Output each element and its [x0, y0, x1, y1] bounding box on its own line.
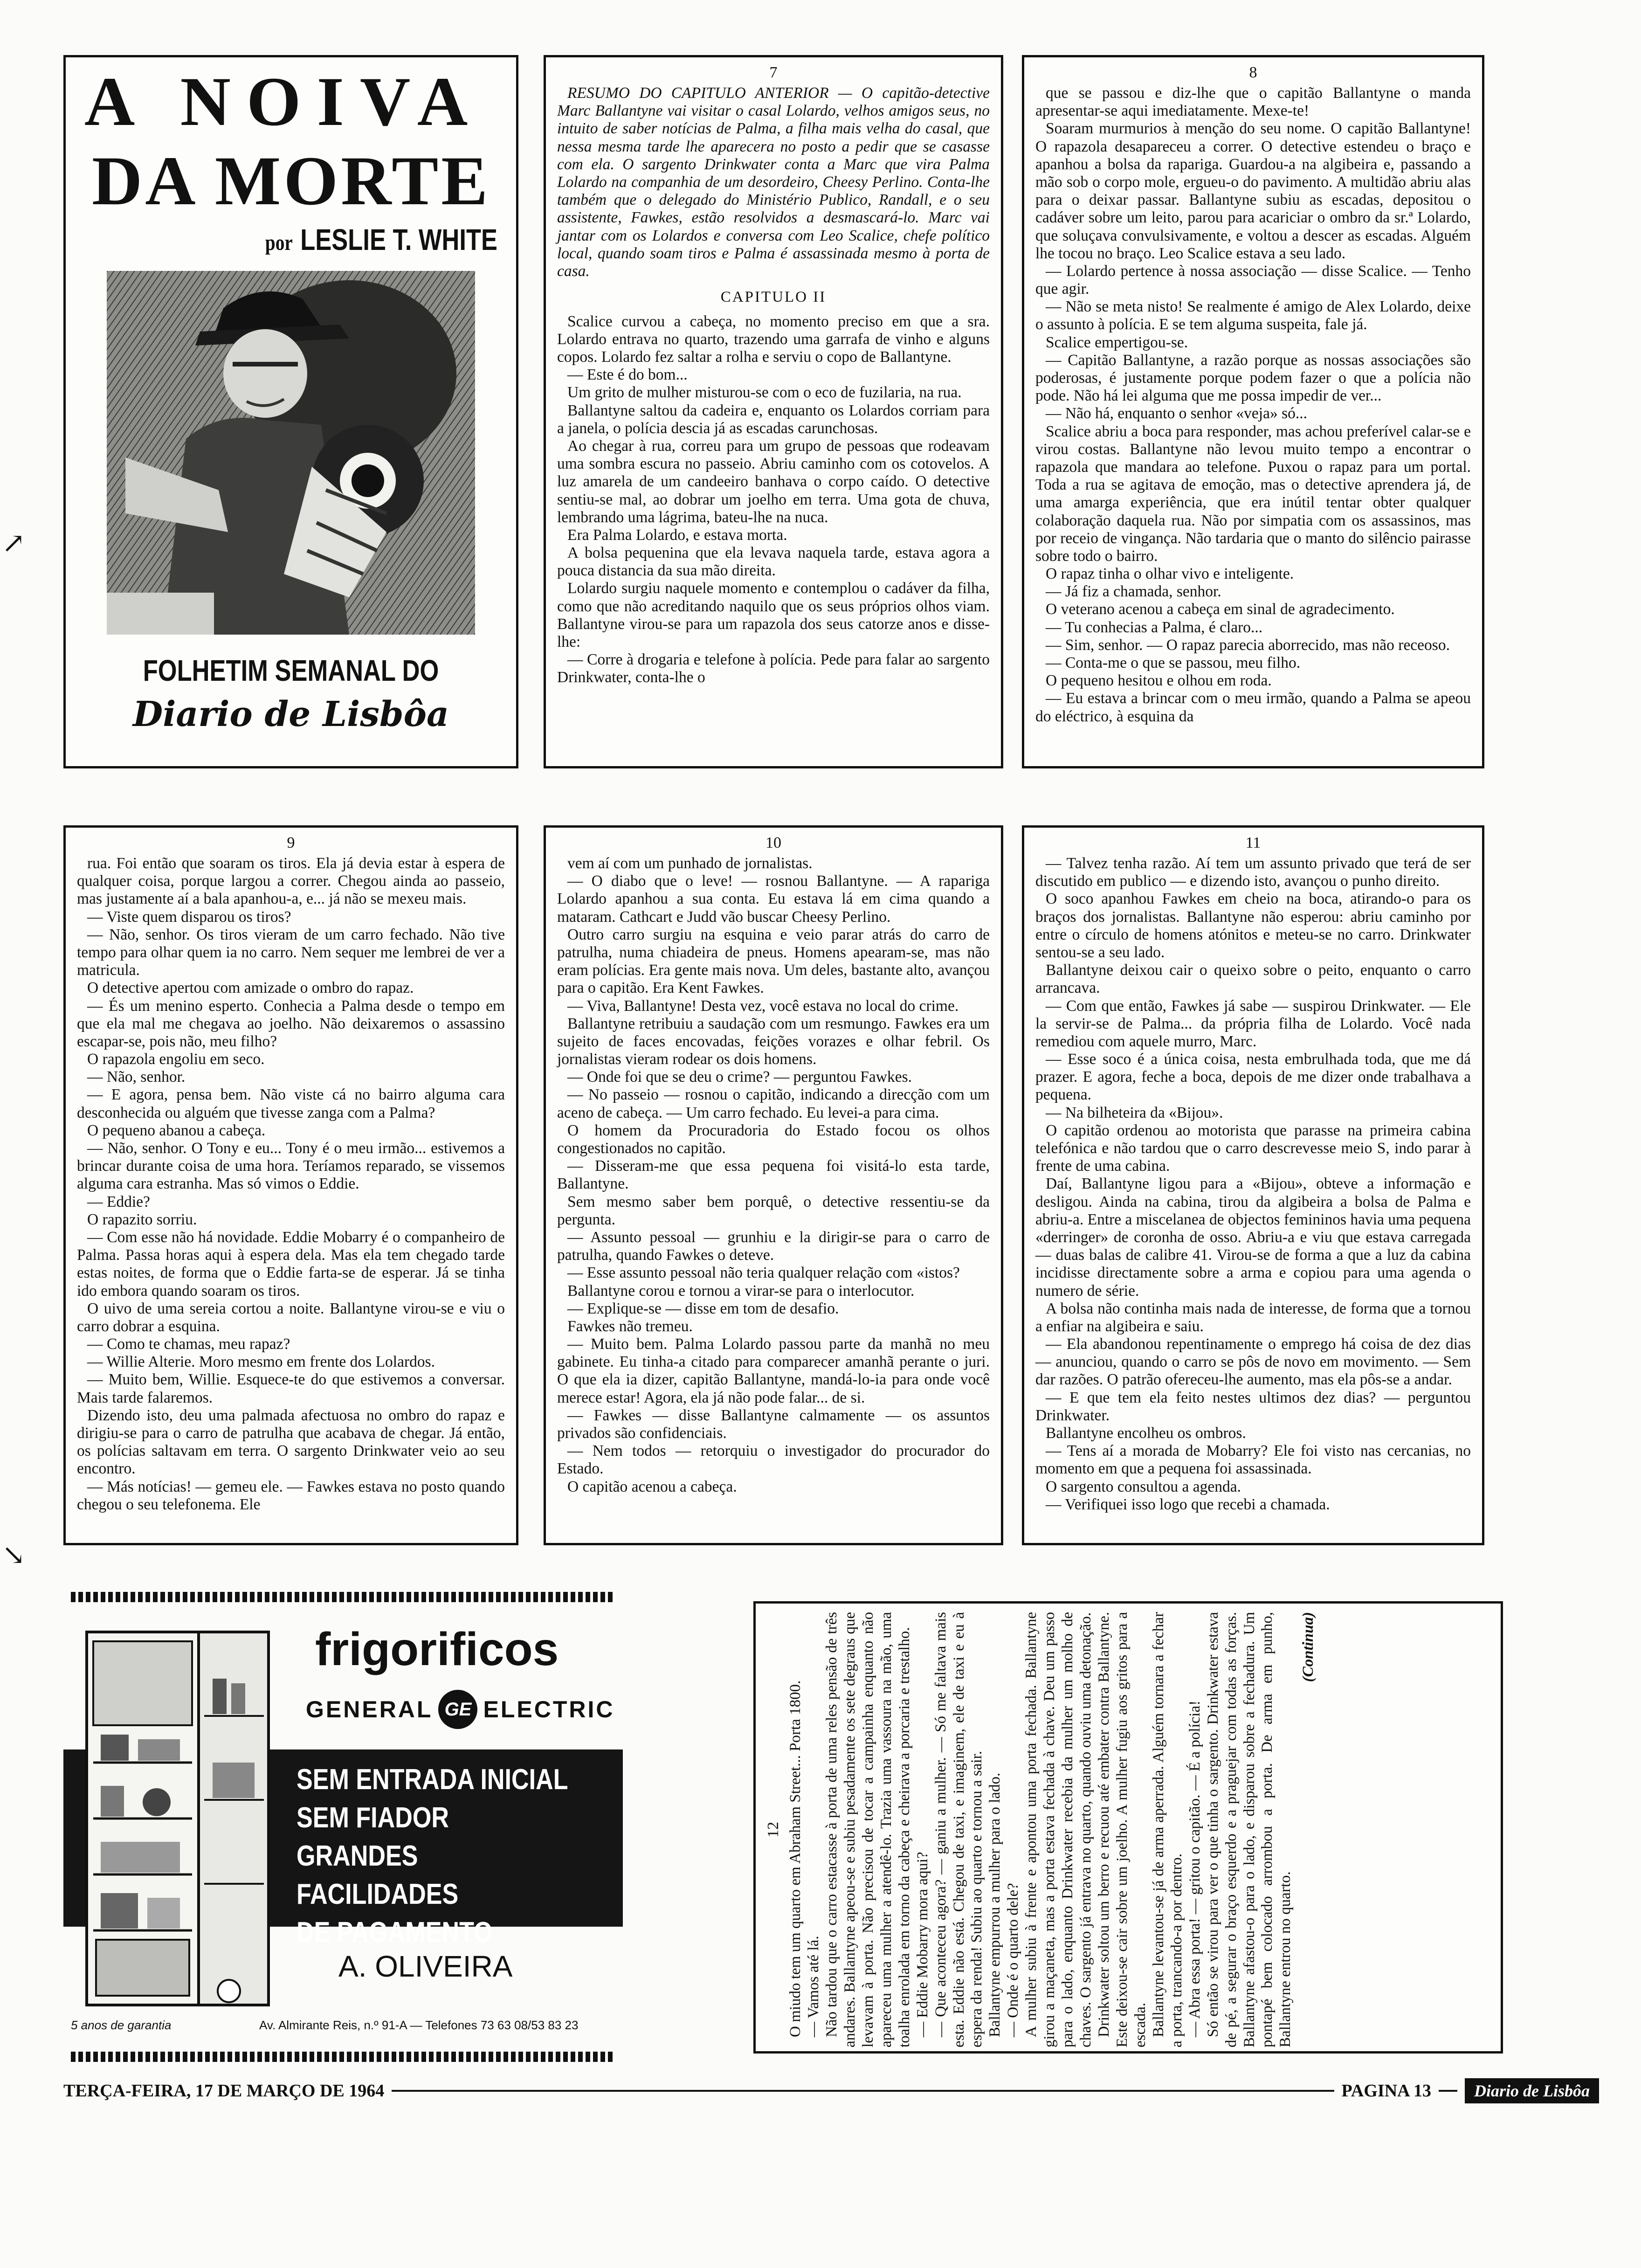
paragraph: — Onde é o quarto dele?	[1005, 1883, 1022, 2037]
story-column-7	[544, 55, 1003, 768]
paragraph: — Explique-se — disse em tom de desafio.	[567, 1300, 839, 1317]
paragraph: — Assunto pessoal — grunhiu e la dirigir-se para o carro de patrulha, quando Fawkes o deteve.	[557, 1228, 990, 1264]
paragraph: Ballantyne levantou-se já de arma aperrada. Alguém tornara a fechar a porta, trancando-a por dentro.	[1150, 1612, 1185, 2047]
feature-title-panel	[63, 55, 518, 768]
paragraph: Outro carro surgiu na esquina e veio parar atrás do carro de patrulha, numa chiadeira de pneus. Homens apearam-se, mas não eram polícias. Era gente mais nova. Um deles, bastante alto, avançou para o capitão. Era Kent Fawkes.	[557, 926, 990, 997]
paragraph: — O diabo que o leve! — rosnou Ballantyne. — A rapariga Lolardo apanhou a sua conta. Eu estava lá em cima quando a mataram. Cathcart e Judd vão buscar Cheesy Perlino.	[557, 872, 990, 926]
paragraph: Scalice curvou a cabeça, no momento preciso em que a sra. Lolardo entrava no quarto, trazendo uma garrafa de vinho e alguns copos. Lolardo fez saltar a rolha e serviu o copo de Ballantyne.	[557, 312, 990, 366]
paragraph: — Com esse não há novidade. Eddie Mobarry é o companheiro de Palma. Passa horas aqui à espera dela. Mas ela tem chegado tarde estas noites, de forma que o Eddie farta-se de esperar. Já se tinha ido embora quando soaram os tiros.	[77, 1228, 505, 1300]
paragraph: Um grito de mulher misturou-se com o eco de fuzilaria, na rua.	[567, 384, 962, 401]
paragraph: — Com que então, Fawkes já sabe — suspirou Drinkwater. — Ele la servir-se de Palma... da própria filha de Lolardo. Você nada remediou com aquele murro, Marc.	[1035, 997, 1471, 1050]
paragraph: — Tens aí a morada de Mobarry? Ele foi visto nas cercanias, no momento em que a pequena foi assassinada.	[1035, 1442, 1471, 1478]
paragraph: — Esse soco é a única coisa, nesta embrulhada toda, que me dá prazer. E agora, feche a boca, depois de me dizer onde trabalhava a pequena.	[1035, 1051, 1471, 1104]
paragraph: O uivo de uma sereia cortou a noite. Ballantyne virou-se e viu o carro dobrar a esquina.	[77, 1300, 505, 1335]
continua-note: (Continua)	[1300, 1612, 1317, 1682]
newspaper-masthead: Diario de Lisbôa	[133, 694, 449, 734]
print-mark: ↘	[2, 1539, 26, 1571]
paragraph: — Não se meta nisto! Se realmente é amigo de Alex Lolardo, deixe o assunto à polícia. E se tem alguma suspeita, fale já.	[1035, 298, 1471, 333]
offer-line-3: GRANDES FACILIDADES	[296, 1840, 459, 1910]
ad-offer	[296, 1761, 571, 1952]
ad-top-border	[71, 1592, 615, 1602]
paragraph: — Que aconteceu agora? — ganiu a mulher. — Só me faltava mais esta. Eddie não está. Chegou de taxi, e imaginem, ele de taxi e eu à espera da renda! Subiu ao quarto e tornou a sair.	[932, 1612, 986, 2047]
paragraph: — Conta-me o que se passou, meu filho.	[1046, 654, 1301, 671]
ad-address: Av. Almirante Reis, n.º 91-A — Telefones 73 63 08/53 83 23	[259, 2018, 579, 2032]
ad-company	[306, 1690, 614, 1729]
paragraph: Ballantyne saltou da cadeira e, enquanto os Lolardos corriam para a janela, o polícia descia já as escadas carunchosas.	[557, 401, 990, 437]
paragraph: — Não, senhor.	[87, 1068, 186, 1086]
paragraph: — Muito bem. Palma Lolardo passou parte da manhã no meu gabinete. Eu tinha-a citado para comparecer amanhã perante o juri. O que ela ia dizer, capitão Ballantyne, mandá-lo-ia para onde você merece estar! Agora, ela já não pode falar... de si.	[557, 1335, 990, 1406]
paragraph: O sargento consultou a agenda.	[1046, 1478, 1241, 1495]
paragraph: A bolsa pequenina que ela levava naquela tarde, estava agora a pouca distancia da sua mão direita.	[557, 544, 990, 580]
paragraph: A bolsa não continha mais nada de interesse, de forma que a tornou a enfiar na algibeira e saiu.	[1035, 1300, 1471, 1335]
paragraph: A mulher subiu à frente e apontou uma porta fechada. Ballantyne girou a maçaneta, mas a porta estava fechada à chave. Deu um passo para o lado, enquanto Drinkwater recebia da mulher um molho de chaves. O sargento já entrava no quarto, quando ouviu uma detonação.	[1023, 1612, 1095, 2047]
ad-dealer: A. OLIVEIRA	[338, 1950, 513, 1983]
ge-logo-icon: GE	[438, 1690, 477, 1729]
paragraph: Scalice abriu a boca para responder, mas achou preferível calar-se e virou costas. Ballantyne não levou muito tempo a encontrar o rapazola que mandara ao telefone. Puxou o rapaz para um portal. Toda a rua se agitava de emoção, mas o detective aprendera já, de uma amarga experiência, que era inútil tentar obter qualquer colaboração daquela rua. Não por simpatia com os assassinos, mas por receio de vingança. Não tardaria que o manto do silêncio pairasse sobre todo o bairro.	[1035, 422, 1471, 565]
paragraph: Drinkwater soltou um berro e recuou até embater contra Ballantyne. Este deixou-se cair sobre um joelho. A mulher fugiu aos gritos para a escada.	[1096, 1612, 1149, 2047]
story-column-12	[753, 1601, 1503, 2054]
paragraph: O veterano acenou a cabeça em sinal de agradecimento.	[1046, 601, 1395, 618]
footer-page-number: PAGINA 13	[1341, 2081, 1431, 2101]
paragraph: — Talvez tenha razão. Aí tem um assunto privado que terá de ser discutido em publico — e dizendo isto, avançou o punho direito.	[1035, 855, 1471, 890]
paragraph: — Tu conhecias a Palma, é claro...	[1046, 618, 1263, 636]
paragraph: O pequeno abanou a cabeça.	[87, 1121, 266, 1139]
refrigerator-illustration	[82, 1623, 278, 2014]
company-left-word: GENERAL	[306, 1696, 433, 1722]
paragraph: — Vamos até lá.	[805, 1936, 822, 2037]
paragraph: — Onde foi que se deu o crime? — perguntou Fawkes.	[567, 1068, 912, 1086]
paragraph: — E agora, pensa bem. Não viste cá no bairro alguma cara desconhecida ou alguém que tivesse zanga com a Palma?	[77, 1086, 505, 1121]
paragraph: — Verifiquei isso logo que recebi a chamada.	[1046, 1495, 1330, 1513]
paragraph: — Viste quem disparou os tiros?	[87, 908, 291, 926]
byline-prefix: por	[265, 230, 293, 255]
paragraph: O homem da Procuradoria do Estado focou os olhos congestionados no capitão.	[557, 1121, 990, 1157]
ge-refrigerator-ad	[63, 1592, 623, 2081]
footer-rule	[392, 2090, 1334, 2092]
paragraph: — Este é do bom...	[567, 366, 688, 384]
paragraph: Não tardou que o carro estacasse à porta de uma reles pensão de três andares. Ballantyne apeou-se e subiu pesadamente os sete degraus que levavam à porta. Não precisou de tocar a campainha enquanto não apareceu uma mulher a atendê-lo. Trazia uma vassoura na mão, uma toalha enrolada em torno da cabeça e cheirava a porcaria e trestalho.	[823, 1612, 913, 2047]
ad-guarantee: 5 anos de garantia	[71, 2018, 172, 2032]
rotated-column-content	[764, 1612, 1491, 2047]
paragraph: O miudo tem um quarto em Abraham Street... Porta 1800.	[787, 1680, 804, 2037]
paragraph: Dizendo isto, deu uma palmada afectuosa no ombro do rapaz e dirigiu-se para o carro de patrulha que acabava de chegar. Já então, os polícias saltavam em terra. O sargento Drinkwater veio ao seu encontro.	[77, 1406, 505, 1478]
print-mark: ↗	[2, 527, 26, 560]
story-column-8	[1022, 55, 1484, 768]
paragraph: Daí, Ballantyne ligou para a «Bijou», obteve a informação e desligou. Ainda na cabina, tirou da algibeira a bolsa de Palma e abriu-a. Entre a miscelanea de objectos femininos havia uma pequena «derringer» de coronha de osso. Abriu-a e viu que estava carregada — duas balas de calibre 41. Virou-se de forma a que a luz da cabina incidisse directamente sobre a arma e copiou para uma agenda o numero de série.	[1035, 1175, 1471, 1300]
folhetim-label: FOLHETIM SEMANAL DO	[143, 654, 439, 687]
paragraph: rua. Foi então que soaram os tiros. Ela já devia estar à espera de qualquer coisa, porque largou a correr. Chegou ainda ao passeio, mas justamente aí a bala apanhou-a, e... já não se mexeu mais.	[77, 855, 505, 908]
author-byline	[144, 222, 497, 257]
paragraph: Ballantyne corou e tornou a virar-se para o interlocutor.	[567, 1282, 915, 1300]
column-number: 10	[765, 834, 781, 851]
paragraph: — Ela abandonou repentinamente o emprego há coisa de dez dias — anunciou, quando o carro se pôs de novo em movimento. — Sem dar razões. O patrão ofereceu-lhe aumento, mas ela pôs-se a andar.	[1035, 1335, 1471, 1389]
paragraph: Ao chegar à rua, correu para um grupo de pessoas que rodeavam uma sombra escura no passeio. Abriu caminho com os cotovelos. A luz amarela de um candeeiro banhava o corpo caído. O detective sentiu-se mal, ao dobrar um joelho em terra. Uma gota de chuva, lembrando uma lágrima, bateu-lhe na nuca.	[557, 437, 990, 526]
story-column-9	[63, 825, 518, 1545]
paragraph: que se passou e diz-lhe que o capitão Ballantyne o manda apresentar-se aqui imediatamente. Mexe-te!	[1035, 84, 1471, 120]
paragraph: Lolardo surgiu naquele momento e contemplou o cadáver da filha, como que não acreditando naquilo que os seus próprios olhos viam. Ballantyne virou-se para um rapazola dos seus catorze anos e disse-lhe:	[557, 580, 990, 651]
story-column-10	[544, 825, 1003, 1545]
footer-rule	[1439, 2090, 1457, 2092]
paragraph: — Disseram-me que essa pequena foi visitá-lo esta tarde, Ballantyne.	[557, 1157, 990, 1193]
paragraph: vem aí com um punhado de jornalistas.	[567, 855, 813, 872]
paragraph: Scalice empertigou-se.	[1046, 333, 1188, 351]
paragraph: Só então se virou para ver o que tinha o sargento. Drinkwater estava de pé, a segurar o braço esquerdo e a praguejar com todas as forças. Ballantyne afastou-o para o lado, e disparou sobre a fechadura. Um pontapé bem colocado arrombou a porta. De arma em punho, Ballantyne entrou no quarto.	[1204, 1612, 1294, 2047]
author-name: LESLIE T. WHITE	[300, 223, 497, 256]
paragraph: — Viva, Ballantyne! Desta vez, você estava no local do crime.	[567, 997, 959, 1015]
paragraph: — Nem todos — retorquiu o investigador do procurador do Estado.	[557, 1442, 990, 1478]
paragraph: — Eddie?	[87, 1193, 150, 1210]
paragraph: — Eu estava a brincar com o meu irmão, quando a Palma se apeou do eléctrico, à esquina da	[1035, 690, 1471, 725]
chapter-summary: RESUMO DO CAPITULO ANTERIOR — O capitão-detective Marc Ballantyne vai visitar o casal Lolardo, velhos amigos seus, no intuito de saber notícias de Palma, a filha mais velha do casal, que nessa mesma tarde lhe aparecera no posto a pedir que se casasse com ela. O sargento Drinkwater conta a Marc que vira Palma Lolardo na companhia de um desordeiro, Cheesy Perlino. Conta-lhe também que o delegado do Ministério Publico, Randall, e o seu assistente, Fawkes, estão resolvidos a desmascará-lo. Marc vai jantar com os Lolardos e conversa com Leo Scalice, chefe político local, quando soam tiros e Palma é assassinada mesmo à porta de casa.	[557, 84, 990, 280]
story-title-line2: DA MORTE	[92, 142, 491, 220]
column-number: 12	[765, 1822, 782, 1838]
company-right-word: ELECTRIC	[483, 1696, 615, 1722]
ad-brand: frigorificos	[315, 1623, 559, 1675]
paragraph: — És um menino esperto. Conhecia a Palma desde o tempo em que ela mal me chegava ao joelho. Não deixaremos o assassino escapar-se, pois não, meu filho?	[77, 997, 505, 1050]
paragraph: — Não, senhor. Os tiros vieram de um carro fechado. Não tive tempo para olhar quem ia no carro. Nem sequer me lembrei de ver a matricula.	[77, 926, 505, 979]
story-column-11	[1022, 825, 1484, 1545]
paragraph: — Não há, enquanto o senhor «veja» só...	[1046, 405, 1307, 422]
offer-line-1: SEM ENTRADA INICIAL	[296, 1763, 568, 1796]
paragraph: — Lolardo pertence à nossa associação — disse Scalice. — Tenho que agir.	[1035, 262, 1471, 298]
paragraph: — Como te chamas, meu rapaz?	[87, 1335, 290, 1353]
paragraph: — Fawkes — disse Ballantyne calmamente — os assuntos privados são confidenciais.	[557, 1406, 990, 1442]
paragraph: O detective apertou com amizade o ombro do rapaz.	[87, 979, 414, 997]
column-number: 8	[1249, 64, 1257, 81]
paragraph: — Esse assunto pessoal não teria qualquer relação com «istos?	[567, 1264, 960, 1282]
paragraph: — Willie Alterie. Moro mesmo em frente dos Lolardos.	[87, 1353, 435, 1371]
column-number: 7	[769, 64, 778, 81]
detective-gun-illustration	[107, 271, 475, 635]
paragraph: O capitão ordenou ao motorista que parasse na primeira cabina telefónica e não tardou que o carro descrevesse meio S, indo parar à frente de uma cabina.	[1035, 1121, 1471, 1175]
footer-masthead-badge: Diario de Lisbôa	[1465, 2078, 1599, 2103]
paragraph: — Eddie Mobarry mora aqui?	[914, 1852, 931, 2037]
paragraph: — Corre à drogaria e telefone à polícia. Pede para falar ao sargento Drinkwater, conta-lhe o	[557, 651, 990, 686]
paragraph: Ballantyne deixou cair o queixo sobre o peito, enquanto o carro arrancava.	[1035, 961, 1471, 997]
paragraph: O rapazola engoliu em seco.	[87, 1051, 265, 1068]
paragraph: — Capitão Ballantyne, a razão porque as nossas associações são poderosas, é justamente porque podem fazer o que a polícia não pode. Não há lei alguma que me possa impedir de ver...	[1035, 351, 1471, 405]
offer-line-4: DE PAGAMENTO	[296, 1916, 493, 1949]
paragraph: Fawkes não tremeu.	[567, 1317, 693, 1335]
column-number: 11	[1245, 834, 1261, 851]
paragraph: Sem mesmo saber bem porquê, o detective ressentiu-se da pergunta.	[557, 1193, 990, 1228]
chapter-heading: CAPITULO II	[720, 289, 827, 306]
paragraph: — Sim, senhor. — O rapaz parecia aborrecido, mas não receoso.	[1046, 636, 1450, 654]
paragraph: O soco apanhou Fawkes em cheio na boca, atirando-o para os braços dos jornalistas. Ballantyne não esperou: abriu caminho por entre o círculo de homens atónitos e meteu-se no carro. Drinkwater sentou-se a seu lado.	[1035, 890, 1471, 961]
paragraph: Ballantyne empurrou a mulher para o lado.	[986, 1772, 1004, 2037]
paragraph: — Muito bem, Willie. Esquece-te do que estivemos a conversar. Mais tarde falaremos.	[77, 1371, 505, 1406]
page-footer	[63, 2077, 1599, 2105]
paragraph: Soaram murmurios à menção do seu nome. O capitão Ballantyne! O rapazola desapareceu a correr. O detective estendeu o braço e apanhou a bolsa da rapariga. Guardou-a na algibeira e, passando a mão sob o corpo mole, ergueu-o do pavimento. A multidão abriu alas para o deixar passar. Ballantyne subiu as escadas, depositou o cadáver sobre um leito, parou para acariciar o ombro da sr.ª Lolardo, que soluçava convulsivamente, e voltou a descer as escadas. Alguém lhe tocou no braço. Leo Scalice estava a seu lado.	[1035, 120, 1471, 262]
paragraph: O rapazito sorriu.	[87, 1210, 197, 1228]
paragraph: — Não, senhor. O Tony e eu... Tony é o meu irmão... estivemos a brincar durante coisa de uma hora. Teríamos reparado, se vissemos alguma cara estranha. Mas só vimos o Eddie.	[77, 1140, 505, 1193]
ad-body	[63, 1609, 623, 2066]
paragraph: Ballantyne encolheu os ombros.	[1046, 1424, 1246, 1442]
offer-line-2: SEM FIADOR	[296, 1802, 449, 1834]
paragraph: — Abra essa porta! — gritou o capitão. — É a polícia!	[1186, 1700, 1203, 2037]
paragraph: — E que tem ela feito nestes ultimos dez dias? — perguntou Drinkwater.	[1035, 1389, 1471, 1424]
footer-date: TERÇA-FEIRA, 17 DE MARÇO DE 1964	[63, 2081, 385, 2101]
paragraph: — No passeio — rosnou o capitão, indicando a direcção com um aceno de cabeça. — Um carro fechado. Eu levei-a para cima.	[557, 1086, 990, 1121]
paragraph: Era Palma Lolardo, e estava morta.	[567, 526, 787, 544]
paragraph: — Na bilheteira da «Bijou».	[1046, 1104, 1223, 1121]
paragraph: O pequeno hesitou e olhou em roda.	[1046, 672, 1272, 690]
paragraph: O capitão acenou a cabeça.	[567, 1478, 737, 1495]
story-title-line1: A NOIVA	[84, 63, 484, 140]
paragraph: — Já fiz a chamada, senhor.	[1046, 583, 1221, 601]
paragraph: O rapaz tinha o olhar vivo e inteligente.	[1046, 565, 1294, 583]
paragraph: Ballantyne retribuiu a saudação com um resmungo. Fawkes era um sujeito de faces encovadas, feições vorazes e olhar febril. Os jornalistas vieram rodear os dois homens.	[557, 1015, 990, 1068]
column-number: 9	[287, 834, 295, 851]
paragraph: — Más notícias! — gemeu ele. — Fawkes estava no posto quando chegou o seu telefonema. Ele	[77, 1478, 505, 1513]
